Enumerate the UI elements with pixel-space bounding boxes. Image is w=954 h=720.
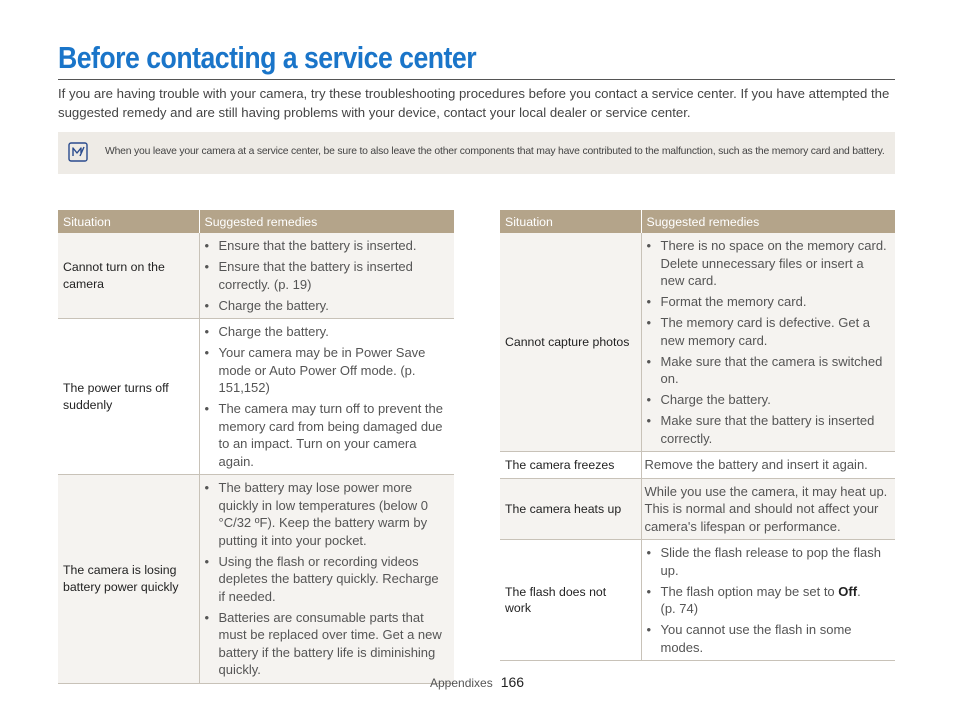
remedies-cell: [641, 452, 895, 479]
remedies-cell: [199, 319, 454, 475]
remedy-item: • The battery may lose power more quickly in low temperatures (below 0 °C/32 ºF). Keep the battery warm by putting it into your pocket.: [204, 480, 429, 548]
remedy-item: • Charge the battery.: [204, 324, 329, 339]
situation-cell: Cannot capture photos: [500, 233, 641, 452]
footer-section-label: Appendixes: [430, 676, 493, 690]
note-text: When you leave your camera at a service center, be sure to also leave the other components that may have contributed to the malfunction, such as the memory card and battery.: [105, 146, 885, 157]
situation-cell: The camera heats up: [500, 478, 641, 540]
remedies-cell: [199, 475, 454, 684]
situation-cell: The camera freezes: [500, 452, 641, 479]
remedy-item: • Charge the battery.: [646, 392, 771, 407]
remedy-item: • Format the memory card.: [646, 294, 807, 309]
page-reference: (p. 74): [660, 601, 699, 616]
remedy-item: • Ensure that the battery is inserted correctly. (p. 19): [204, 259, 413, 292]
intro-paragraph: If you are having trouble with your camera, try these troubleshooting procedures before you contact a service center. If you have attempted the suggested remedy and are still having problems with your device, contact your local dealer or service center.: [58, 86, 890, 120]
header-situation: Situation: [58, 210, 199, 233]
remedies-cell: [641, 233, 895, 452]
table-row: [58, 475, 454, 684]
troubleshooting-table-right: [500, 210, 895, 661]
table-header-row: [58, 210, 454, 233]
troubleshooting-table-left: [58, 210, 454, 684]
remedy-item: • Make sure that the camera is switched on.: [646, 353, 883, 386]
situation-cell: The flash does not work: [500, 540, 641, 661]
note-pencil-icon: [68, 142, 88, 162]
header-remedies: Suggested remedies: [641, 210, 895, 233]
header-situation: Situation: [500, 210, 641, 233]
remedy-item: • The memory card is defective. Get a new memory card.: [646, 315, 871, 348]
remedy-item: • Charge the battery.: [204, 297, 329, 313]
remedy-item: • The camera may turn off to prevent the memory card from being damaged due to an impact. Turn on your camera again.: [204, 401, 443, 469]
table-row: [58, 319, 454, 475]
flash-option-value: Off: [838, 583, 858, 599]
remedy-item: • Ensure that the battery is inserted.: [204, 238, 417, 253]
header-remedies: Suggested remedies: [199, 210, 454, 233]
remedy-item: • Batteries are consumable parts that must be replaced over time. Get a new battery if the battery life is diminishing quickly.: [204, 609, 442, 677]
remedy-text: Remove the battery and insert it again.: [644, 457, 868, 472]
remedy-item: • You cannot use the flash in some modes.: [646, 622, 852, 655]
table-header-row: [500, 210, 895, 233]
remedy-item: • The flash option may be set to Off. (p. 74): [646, 583, 861, 616]
remedy-item: • There is no space on the memory card. Delete unnecessary files or insert a new card.: [646, 238, 887, 288]
situation-cell: The camera is losing battery power quickly: [58, 475, 199, 684]
situation-cell: Cannot turn on the camera: [58, 233, 199, 319]
table-row: [500, 540, 895, 661]
remedies-cell: [641, 478, 895, 540]
remedy-item: • Using the flash or recording videos depletes the battery quickly. Recharge if needed.: [204, 553, 439, 604]
remedies-cell: [641, 540, 895, 661]
remedy-item: • Make sure that the battery is inserted correctly.: [646, 413, 875, 446]
remedy-text: While you use the camera, it may heat up. This is normal and should not affect your camera's lifespan or performance.: [644, 483, 888, 534]
table-row: [500, 233, 895, 452]
situation-cell: The power turns off suddenly: [58, 319, 199, 475]
page-footer: [430, 674, 524, 692]
page-title: Before contacting a service center: [58, 40, 477, 75]
title-divider: [58, 79, 895, 80]
table-row: [58, 233, 454, 319]
remedies-cell: [199, 233, 454, 319]
note-box: [58, 132, 895, 174]
page-number: 166: [500, 674, 525, 690]
table-row: [500, 478, 895, 540]
table-row: [500, 452, 895, 479]
remedy-item: • Your camera may be in Power Save mode or Auto Power Off mode. (p. 151,152): [204, 345, 426, 395]
remedy-item: • Slide the flash release to pop the flash up.: [646, 545, 881, 578]
